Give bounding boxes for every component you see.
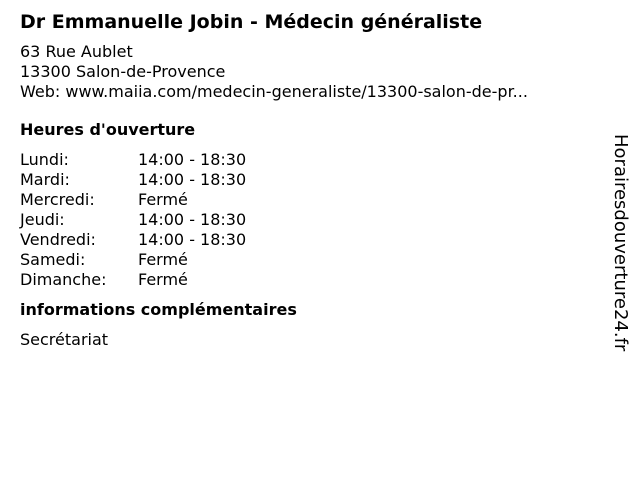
website-line: [20, 82, 610, 102]
address-block: [20, 42, 610, 102]
hours-time: 14:00 - 18:30: [138, 150, 247, 169]
website-link[interactable]: www.maiia.com/medecin-generaliste/13300-salon-de-pr...: [65, 82, 528, 101]
hours-time: 14:00 - 18:30: [138, 210, 247, 229]
hours-day: Jeudi:: [20, 210, 65, 229]
hours-day: Vendredi:: [20, 230, 96, 249]
hours-day: Lundi:: [20, 150, 69, 169]
info-text: Secrétariat: [20, 330, 109, 349]
city-address: 13300 Salon-de-Provence: [20, 62, 226, 81]
hours-day: Dimanche:: [20, 270, 107, 289]
site-watermark: Horairesdouverture24.fr: [610, 134, 631, 352]
hours-row-thursday: [20, 210, 610, 230]
hours-row-tuesday: [20, 170, 610, 190]
hours-row-monday: [20, 150, 610, 170]
hours-time: 14:00 - 18:30: [138, 230, 247, 249]
hours-row-sunday: [20, 270, 610, 290]
hours-time: 14:00 - 18:30: [138, 170, 247, 189]
hours-row-friday: [20, 230, 610, 250]
opening-hours-table: [20, 150, 610, 290]
practice-card: [20, 10, 610, 350]
hours-heading: Heures d'ouverture: [20, 120, 196, 139]
hours-day: Mardi:: [20, 170, 70, 189]
hours-time: Fermé: [138, 250, 188, 269]
hours-row-saturday: [20, 250, 610, 270]
web-label: Web:: [20, 82, 61, 101]
hours-row-wednesday: [20, 190, 610, 210]
street-address: 63 Rue Aublet: [20, 42, 133, 61]
hours-day: Mercredi:: [20, 190, 95, 209]
page-title: Dr Emmanuelle Jobin - Médecin généraliste: [20, 11, 483, 33]
hours-time: Fermé: [138, 190, 188, 209]
hours-time: Fermé: [138, 270, 188, 289]
info-heading: informations complémentaires: [20, 300, 297, 319]
hours-day: Samedi:: [20, 250, 86, 269]
